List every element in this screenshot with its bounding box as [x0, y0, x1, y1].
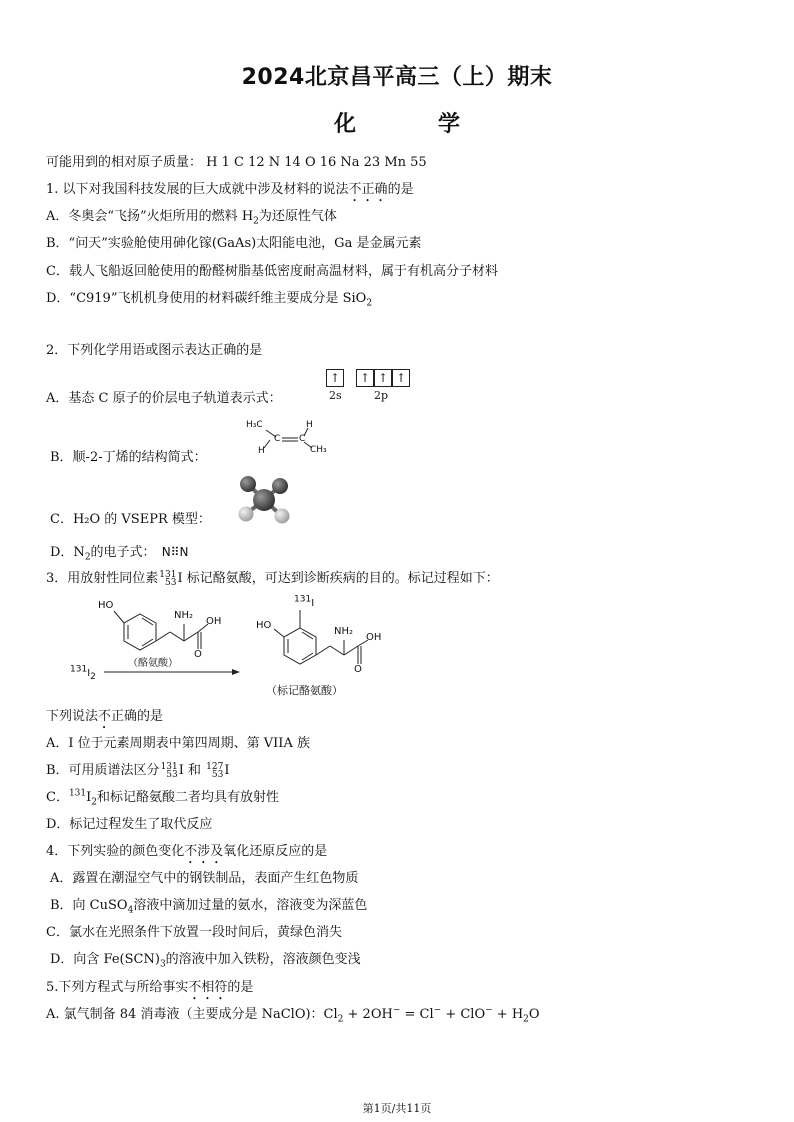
q2-option-b: B．顺-2-丁烯的结构简式：: [50, 450, 207, 465]
atomic-masses: 可能用到的相对原子质量： H 1 C 12 N 14 O 16 Na 23 Mn 55: [46, 155, 427, 170]
q4-stem: 4．下列实验的颜色变化不涉及氧化还原反应的是: [46, 844, 328, 859]
q2-stem: 2．下列化学用语或图示表达正确的是: [46, 343, 263, 358]
cis-butene-structure: [244, 418, 334, 460]
q3-option-d: D．标记过程发生了取代反应: [46, 817, 213, 832]
q2-option-a: A．基态 C 原子的价层电子轨道表示式：: [46, 391, 282, 406]
label-h-bottom: H: [258, 446, 265, 456]
q5-stem: 5.下列方程式与所给事实不相符的是: [46, 980, 254, 995]
orbital-2s-box: ↑: [326, 369, 344, 387]
prod-o-label: O: [354, 664, 362, 675]
q3-option-c: C．$^{131}I_2$和标记酪氨酸二者均具有放射性: [46, 788, 280, 808]
tyr-oh-label: OH: [206, 616, 222, 627]
label-ch3: CH₃: [310, 445, 327, 455]
q4-option-d: D．向含 $Fe(SCN)_3$的溶液中加入铁粉，溶液颜色变浅: [50, 952, 361, 970]
q3-stem: 3．用放射性同位素 131 53 I 标记酪氨酸，可达到诊断疾病的目的。标记过程如下：: [46, 569, 499, 588]
label-c1: C: [274, 434, 281, 444]
q3-option-b: B．可用质谱法区分 131 53 I 和 127 53 I: [46, 761, 230, 780]
exam-title: 2024北京昌平高三（上）期末: [241, 65, 553, 90]
orbital-2s-label: 2s: [329, 389, 342, 402]
q1-stem: 1. 以下对我国科技发展的巨大成就中涉及材料的说法不正确的是: [46, 182, 414, 197]
prod-ho-label: HO: [256, 620, 272, 631]
q4-option-a: A．露置在潮湿空气中的钢铁制品，表面产生红色物质: [50, 871, 359, 886]
q3-option-a: A．I 位于元素周期表中第四周期、第 VIIA 族: [46, 736, 310, 751]
q1-option-c: C．载人飞船返回舱使用的酚醛树脂基低密度耐高温材料，属于有机高分子材料: [46, 264, 498, 279]
prod-iodine-label: $^{131}$I: [294, 594, 315, 609]
prod-nh2-label: NH₂: [334, 626, 354, 637]
orbital-2p-box-3: ↑: [392, 369, 410, 387]
tyr-ho-label: HO: [98, 600, 114, 611]
q1-option-d: D．“C919”飞机机身使用的材料碳纤维主要成分是 SiO$_2$: [46, 291, 373, 309]
vsepr-model-image: [234, 474, 294, 526]
q2-option-d: D．$N_2$的电子式： N⠿N: [50, 545, 189, 563]
prod-oh-label: OH: [366, 632, 382, 643]
reagent-label: $^{131}I_2$: [70, 664, 96, 682]
q3-prompt: 下列说法不正确的是: [46, 709, 164, 724]
q1-option-a: A．冬奥会“飞扬”火炬所用的燃料 $H_2$为还原性气体: [46, 209, 337, 227]
q2-option-c: C．H₂O 的 VSEPR 模型：: [50, 512, 211, 527]
q4-option-b: B．向 CuSO$_4$溶液中滴加过量的氨水，溶液变为深蓝色: [50, 898, 368, 916]
orbital-2p-label: 2p: [374, 389, 389, 402]
tyr-nh2-label: NH₂: [174, 610, 194, 621]
orbital-2p-box-1: ↑: [356, 369, 374, 387]
orbital-2p-box-2: ↑: [374, 369, 392, 387]
page-footer: 第1页/共11页: [362, 1102, 432, 1115]
tyr-o-label: O: [194, 649, 202, 660]
q5-option-a: A. 氯气制备 84 消毒液（主要成分是 NaClO)：$Cl_2 + 2OH^- = Cl^- + ClO^- + H_2O$: [46, 1005, 540, 1025]
q4-option-c: C．氯水在光照条件下放置一段时间后，黄绿色消失: [46, 925, 342, 940]
label-c2: C: [299, 434, 306, 444]
reaction-scheme: [60, 594, 400, 704]
label-h-top: H: [306, 420, 313, 430]
arrow-label: （酪氨酸）: [128, 658, 178, 669]
label-h3c: H₃C: [246, 420, 263, 430]
exam-subject: 化 学: [333, 112, 490, 137]
n2-electron-formula: N⠿N: [161, 545, 189, 559]
q1-option-b: B．“问天”实验舱使用砷化镓(GaAs)太阳能电池，Ga 是金属元素: [46, 236, 422, 251]
product-label: （标记酪氨酸）: [266, 684, 343, 697]
